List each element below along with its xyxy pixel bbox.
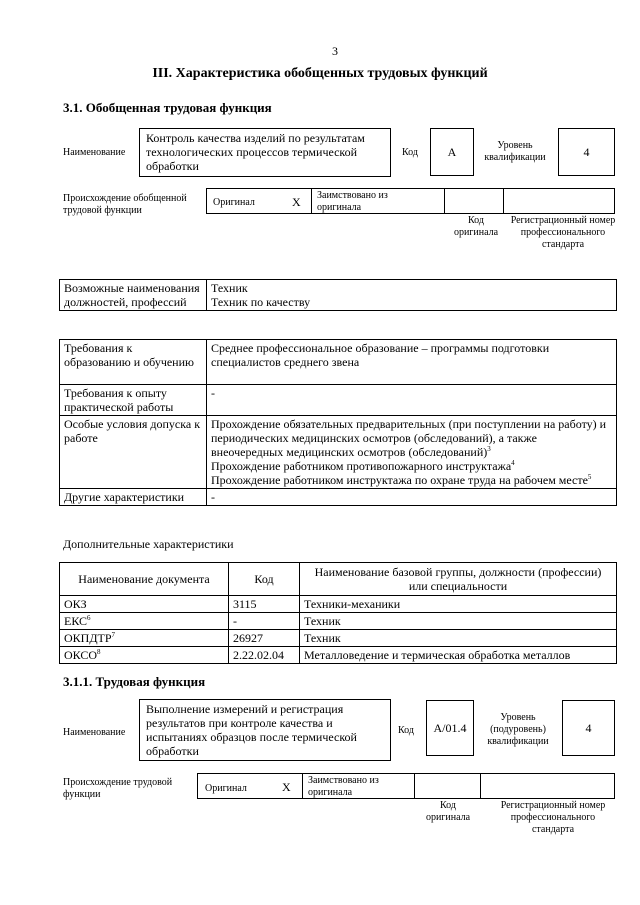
name-label: Наименование	[63, 727, 126, 738]
tf-code-text: A/01.4	[433, 721, 467, 735]
table-row	[60, 647, 617, 664]
code-label: Код	[398, 725, 414, 736]
code-cell: 3115	[229, 596, 300, 613]
req-value	[207, 416, 617, 489]
section-3-1-1-title: 3.1.1. Трудовая функция	[63, 674, 206, 689]
tf-name-value: Выполнение измерений и регистрация результатов при контроле качества и испытаниях образцов после термической обработки	[139, 699, 391, 761]
req-text: Прохождение обязательных предварительных (при поступлении на работу) и периодических медицинских осмотров (обследований), а также внеочередных медицинских осмотров (обследований)	[211, 417, 607, 459]
req-label: Требования к опыту практической работы	[60, 385, 207, 416]
borrowed-label: Заимствовано из оригинала	[308, 775, 379, 798]
table-row	[60, 613, 617, 630]
original-label: Оригинал	[205, 783, 247, 794]
page-number: 3	[332, 44, 338, 58]
code-of-original: Код оригинала	[453, 215, 499, 238]
positions-table	[59, 279, 617, 311]
level-label: Уровень (подуровень) квалификации	[487, 712, 549, 747]
borrowed-label: Заимствовано из оригинала	[317, 190, 388, 213]
gtf-code-value	[430, 128, 474, 176]
code-cell: 26927	[229, 630, 300, 647]
positions-label: Возможные наименования должностей, профессий	[60, 280, 207, 311]
doc-name: ОКПДТР	[64, 631, 112, 645]
req-text: Прохождение работником противопожарного инструктажа	[211, 459, 512, 473]
origin-divider	[503, 189, 504, 213]
name-cell: Техник	[300, 613, 617, 630]
code-cell: -	[229, 613, 300, 630]
col-header: Наименование базовой группы, должности (профессии) или специальности	[300, 563, 617, 596]
origin-label: Происхождение обобщенной трудовой функции	[63, 193, 187, 216]
footnote-ref: 8	[97, 648, 101, 656]
doc-cell	[60, 596, 229, 613]
req-text: Прохождение работником инструктажа по охране труда на рабочем месте	[211, 473, 588, 487]
positions-values	[207, 280, 617, 311]
req-value: -	[207, 385, 617, 416]
code-of-original: Код оригинала	[425, 800, 471, 823]
req-label: Другие характеристики	[60, 489, 207, 506]
table-row	[60, 596, 617, 613]
tf-level-value	[562, 700, 615, 756]
req-label: Требования к образованию и обучению	[60, 340, 207, 385]
origin-divider	[444, 189, 445, 213]
gtf-code-text: A	[447, 145, 457, 159]
name-label: Наименование	[63, 147, 126, 158]
doc-cell	[60, 630, 229, 647]
origin-row	[206, 188, 615, 214]
doc-cell	[60, 613, 229, 630]
origin-divider	[480, 774, 481, 798]
footnote-ref: 6	[87, 614, 91, 622]
req-value: Среднее профессиональное образование – программы подготовки специалистов среднего звена	[207, 340, 617, 385]
req-label: Особые условия допуска к работе	[60, 416, 207, 489]
name-cell: Техник	[300, 630, 617, 647]
requirements-table	[59, 339, 617, 506]
tf-code-value	[426, 700, 474, 756]
original-label: Оригинал	[213, 197, 255, 208]
footnote-ref: 4	[511, 459, 515, 467]
original-mark: X	[282, 780, 291, 794]
tf-level-text: 4	[585, 721, 592, 735]
origin-divider	[302, 774, 303, 798]
position-item: Техник	[211, 281, 248, 295]
name-cell: Металловедение и термическая обработка металлов	[300, 647, 617, 664]
name-cell: Техники-механики	[300, 596, 617, 613]
origin-divider	[311, 189, 312, 213]
gtf-level-text: 4	[583, 145, 590, 159]
code-cell: 2.22.02.04	[229, 647, 300, 664]
doc-name: ОКЗ	[64, 597, 87, 611]
code-label: Код	[402, 147, 418, 158]
footnote-ref: 3	[487, 445, 491, 453]
reg-number: Регистрационный номер профессионального стандарта	[510, 215, 616, 250]
position-item: Техник по качеству	[211, 295, 311, 309]
table-row	[60, 630, 617, 647]
doc-name: ЕКС	[64, 614, 88, 628]
footnote-ref: 7	[111, 631, 116, 639]
additional-table	[59, 562, 617, 664]
gtf-level-value	[558, 128, 615, 176]
origin-row	[197, 773, 615, 799]
col-header: Код	[229, 563, 300, 596]
additional-title: Дополнительные характеристики	[63, 537, 234, 551]
req-value: -	[207, 489, 617, 506]
reg-number: Регистрационный номер профессионального стандарта	[500, 800, 606, 835]
origin-divider	[414, 774, 415, 798]
section-3-1-title: 3.1. Обобщенная трудовая функция	[63, 100, 272, 115]
footnote-ref: 5	[587, 473, 592, 481]
doc-name: ОКСО	[64, 648, 98, 662]
original-mark: X	[292, 195, 301, 209]
page-title: III. Характеристика обобщенных трудовых функций	[152, 66, 488, 81]
doc-cell	[60, 647, 229, 664]
level-label: Уровень квалификации	[484, 140, 546, 163]
origin-label: Происхождение трудовой функции	[63, 777, 173, 800]
gtf-name-value: Контроль качества изделий по результатам технологических процессов термической обработки	[139, 128, 391, 177]
col-header: Наименование документа	[60, 563, 229, 596]
